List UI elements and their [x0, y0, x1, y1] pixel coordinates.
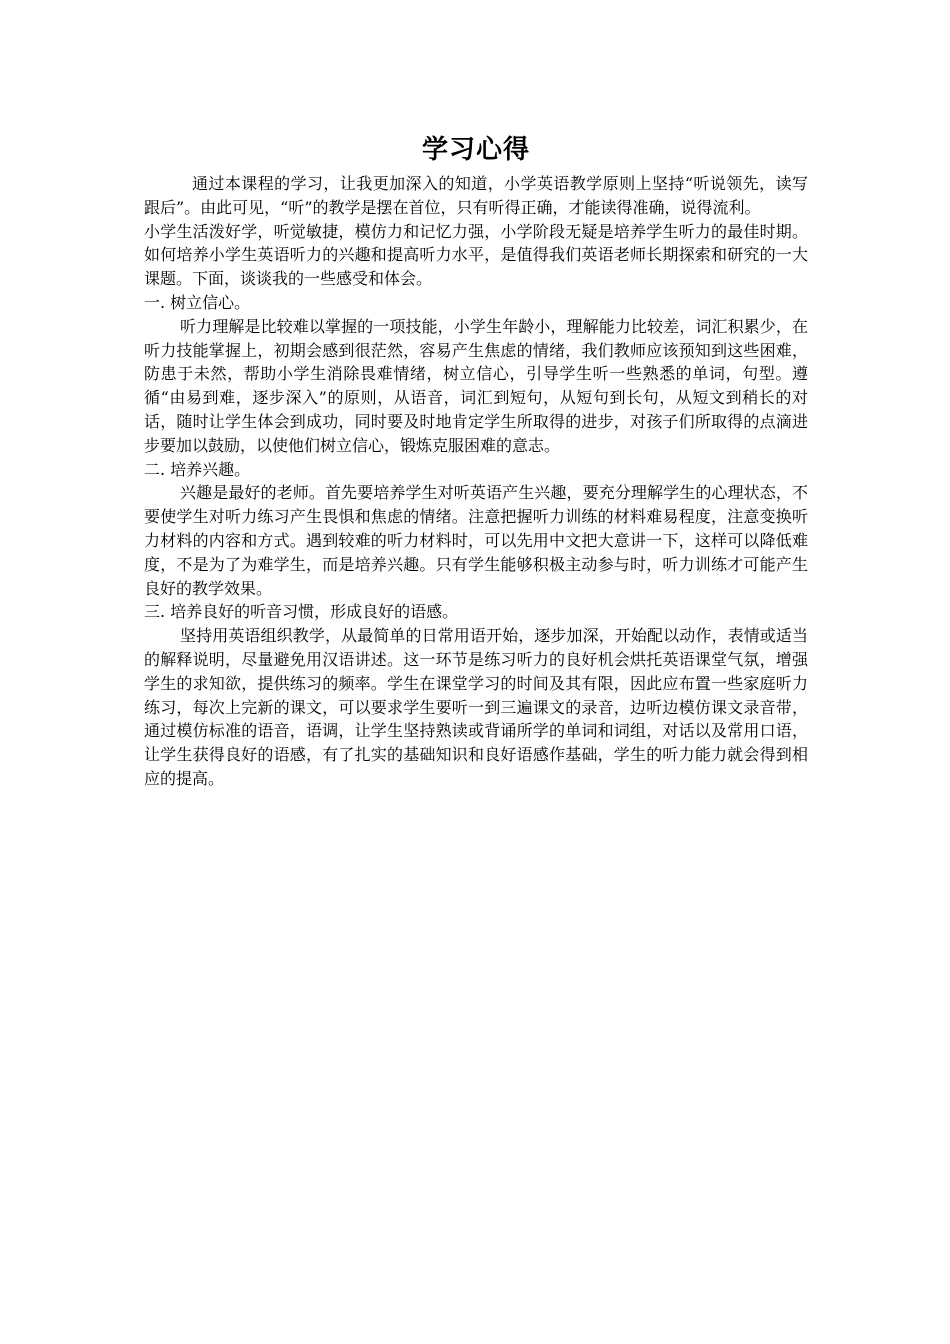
- document-title: 学习心得: [421, 135, 530, 165]
- section-heading-3: 三. 培养良好的听音习惯，形成良好的语感。: [144, 602, 459, 622]
- document-body: [144, 130, 808, 791]
- paragraph-background: 小学生活泼好学，听觉敏捷，模仿力和记忆力强，小学阶段无疑是培养学生听力的最佳时期。如何培养小学生英语听力的兴趣和提高听力水平，是值得我们英语老师长期探索和研究的一大课题。下面，谈谈我的一些感受和体会。: [144, 221, 808, 289]
- paragraph-section-3: 坚持用英语组织教学，从最简单的日常用语开始，逐步加深，开始配以动作，表情或适当的解释说明，尽量避免用汉语讲述。这一环节是练习听力的良好机会烘托英语课堂气氛，增强学生的求知欲，提供练习的频率。学生在课堂学习的时间及其有限，因此应布置一些家庭听力练习，每次上完新的课文，可以要求学生要听一到三遍课文的录音，边听边模仿课文录音带，通过模仿标准的语音，语调，让学生坚持熟读或背诵所学的单词和词组，对话以及常用口语，让学生获得良好的语感，有了扎实的基础知识和良好语感作基础，学生的听力能力就会得到相应的提高。: [144, 626, 808, 788]
- paragraph-intro: 通过本课程的学习，让我更加深入的知道，小学英语教学原则上坚持“听说领先，读写跟后”。由此可见，“听”的教学是摆在首位，只有听得正确，才能读得准确，说得流利。: [144, 174, 808, 217]
- paragraph-section-1: 听力理解是比较难以掌握的一项技能，小学生年龄小，理解能力比较差，词汇积累少，在听力技能掌握上，初期会感到很茫然，容易产生焦虑的情绪，我们教师应该预知到这些困难，防患于未然，帮助小学生消除畏难情绪，树立信心，引导学生听一些熟悉的单词，句型。遵循“由易到难，逐步深入”的原则，从语音，词汇到短句，从短句到长句，从短文到稍长的对话，随时让学生体会到成功，同时要及时地肯定学生所取得的进步，对孩子们所取得的点滴进步要加以鼓励，以使他们树立信心，锻炼克服困难的意志。: [144, 316, 808, 455]
- section-heading-2: 二. 培养兴趣。: [144, 459, 251, 479]
- section-heading-1: 一. 树立信心。: [144, 292, 251, 312]
- paragraph-section-2: 兴趣是最好的老师。首先要培养学生对听英语产生兴趣，要充分理解学生的心理状态，不要使学生对听力练习产生畏惧和焦虑的情绪。注意把握听力训练的材料难易程度，注意变换听力材料的内容和方式。遇到较难的听力材料时，可以先用中文把大意讲一下，这样可以降低难度，不是为了为难学生，而是培养兴趣。只有学生能够积极主动参与时，听力训练才可能产生良好的教学效果。: [144, 483, 808, 598]
